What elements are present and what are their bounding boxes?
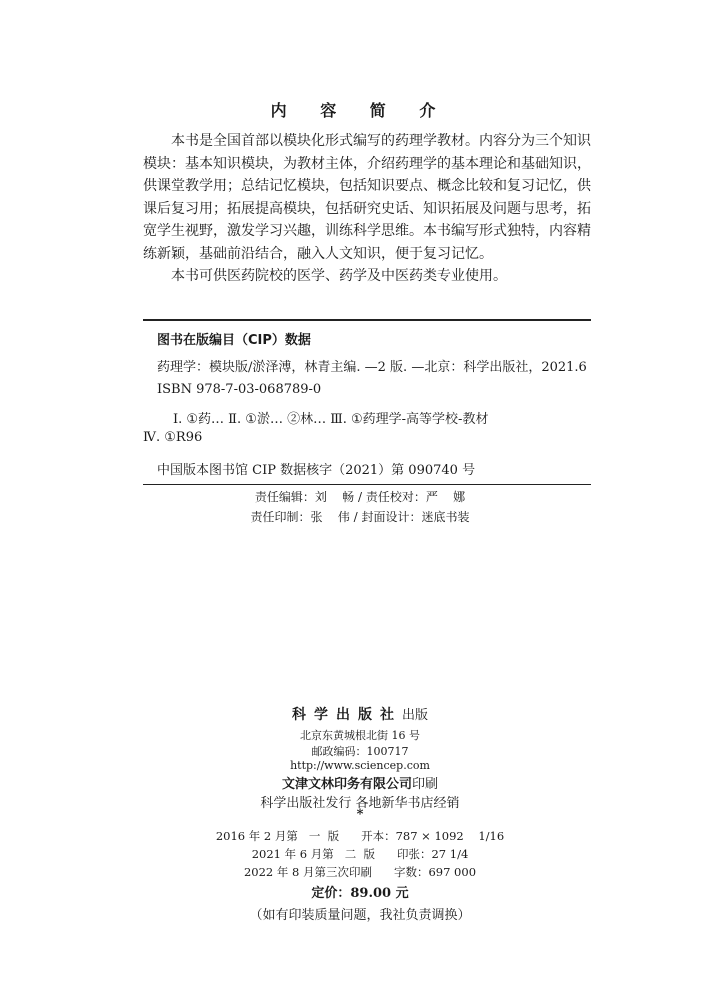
- credits-line: 责任编辑：刘 畅 / 责任校对：严 娜: [254, 490, 466, 504]
- cip-bottom-rule: [143, 484, 591, 485]
- cip-top-rule: [143, 319, 591, 321]
- intro-paragraph: 本书是全国首部以模块化形式编写的药理学教材。内容分为三个知识模块：基本知识模块，为教材主体，介绍药理学的基本理论和基础知识，供课堂教学用；总结记忆模块，包括知识要点、概念比较和复习记忆，供课后复习用；拓展提高模块，包括研究史话、知识拓展及问题与思考，拓宽学生视野，激发学习兴趣，训练科学思维。本书编写形式独特，内容精练新颖，基础前沿结合，融入人文知识，便于复习记忆。: [143, 133, 591, 262]
- publisher-suffix: 出版: [401, 708, 428, 723]
- quality-notice: （如有印装质量问题，我社负责调换）: [249, 908, 471, 923]
- cip-classification: Ⅳ. ①R96: [143, 430, 203, 445]
- page-title: 内 容 简 介: [270, 101, 450, 120]
- intro-section: [143, 130, 591, 288]
- price: 定价：89.00 元: [311, 886, 409, 901]
- credits-line: 责任印制：张 伟 / 封面设计：迷底书装: [250, 510, 470, 524]
- printer-name: 文津文林印务有限公司: [281, 777, 412, 792]
- separator-asterisk: *: [356, 807, 364, 822]
- publisher-postcode: 邮政编码：100717: [311, 745, 409, 758]
- edition-line: 2021 年 6 月第 二 版 印张：27 1/4: [251, 847, 469, 861]
- cip-isbn: ISBN 978-7-03-068789-0: [157, 382, 322, 397]
- edition-line: 2022 年 8 月第三次印刷 字数：697 000: [243, 865, 477, 879]
- publisher-name: 科学出版社: [291, 707, 402, 723]
- cip-record: 药理学：模块版/淤泽溥，林青主编. —2 版. —北京：科学出版社，2021.6: [157, 360, 587, 375]
- cip-classification: Ⅰ. ①药… Ⅱ. ①淤… ②林… Ⅲ. ①药理学-高等学校-教材: [173, 412, 489, 427]
- intro-paragraph: 本书可供医药院校的医学、药学及中医药类专业使用。: [171, 268, 507, 284]
- cip-approval: 中国版本图书馆 CIP 数据核字（2021）第 090740 号: [157, 463, 476, 478]
- cip-heading: 图书在版编目（CIP）数据: [157, 333, 311, 348]
- publisher-line: [0, 704, 720, 724]
- printer-line: [0, 773, 720, 792]
- printer-suffix: 印刷: [412, 777, 439, 792]
- publisher-website: http://www.sciencep.com: [290, 759, 430, 772]
- distribution-line: 科学出版社发行 各地新华书店经销: [260, 796, 460, 811]
- publisher-address: 北京东黄城根北街 16 号: [300, 729, 420, 742]
- edition-line: 2016 年 2 月第 一 版 开本：787 × 1092 1/16: [215, 829, 505, 843]
